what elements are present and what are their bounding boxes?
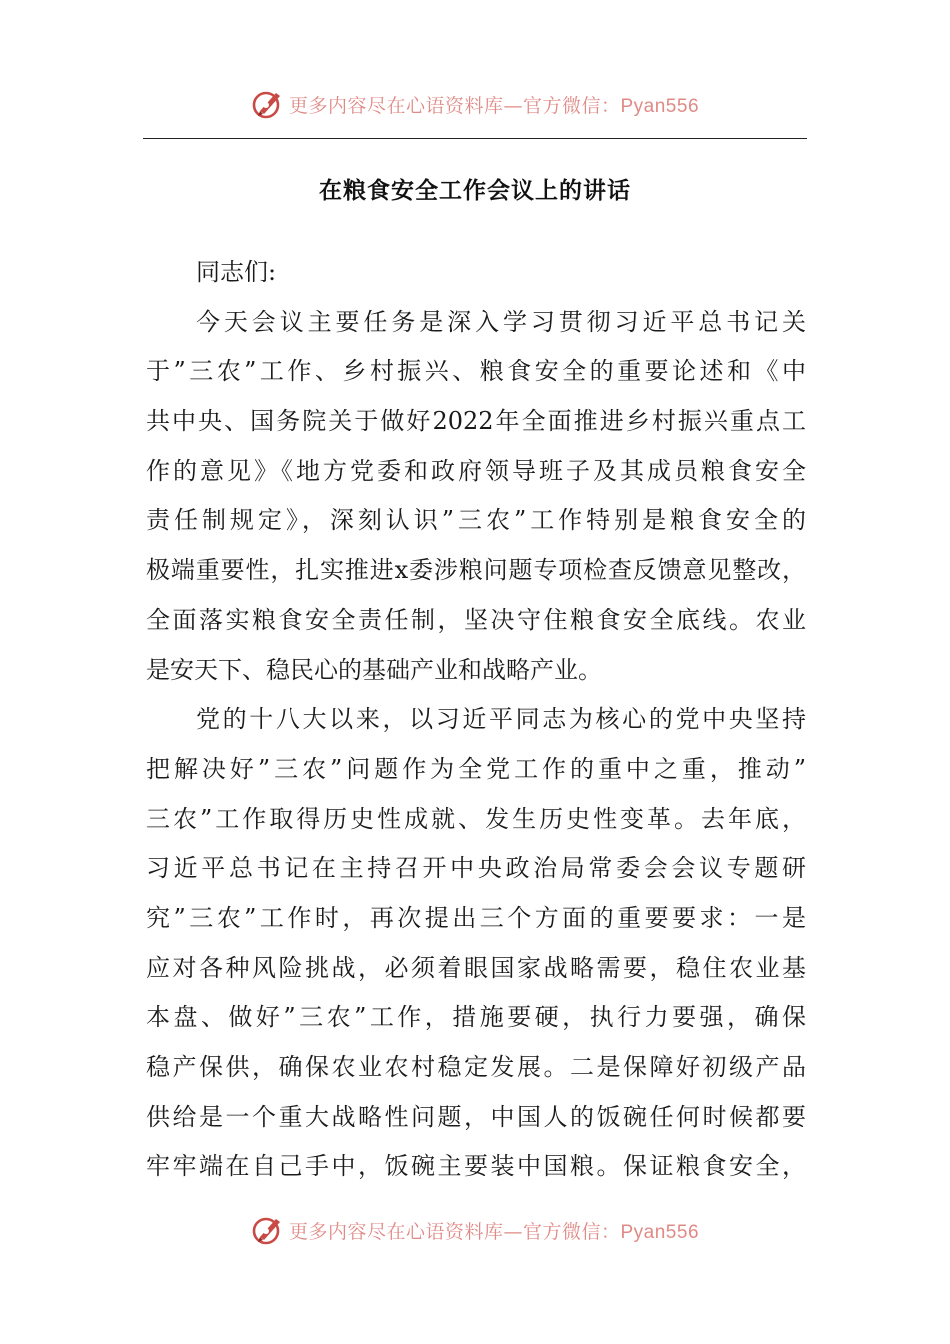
paragraph-2-line-5: 究”三农”工作时，再次提出三个方面的重要要求：一是 [146, 903, 806, 932]
paragraph-1-line-6: 极端重要性，扎实推进x委涉粮问题专项检查反馈意见整改， [146, 556, 806, 585]
paragraph-2-line-3: 三农”工作取得历史性成就、发生历史性变革。去年底， [146, 804, 806, 833]
paragraph-2-line-2: 把解决好”三农”问题作为全党工作的重中之重，推动” [146, 754, 806, 783]
paragraph-1-line-1: 今天会议主要任务是深入学习贯彻习近平总书记关 [196, 307, 806, 336]
footer-banner-wechat-id: Pyan556 [620, 1221, 700, 1243]
paragraph-1-line-4: 作的意见》《地方党委和政府领导班子及其成员粮食安全 [146, 456, 806, 485]
document-title: 在粮食安全工作会议上的讲话 [319, 178, 631, 204]
paragraph-1-line-8: 是安天下、稳民心的基础产业和战略产业。 [146, 655, 602, 684]
paragraph-2-line-1: 党的十八大以来，以习近平同志为核心的党中央坚持 [196, 705, 806, 734]
paragraph-2-line-8: 稳产保供，确保农业农村稳定发展。二是保障好初级产品 [146, 1053, 806, 1081]
pen-circle-logo-icon [251, 87, 285, 121]
salutation-line: 同志们: [196, 258, 277, 286]
paragraph-2-line-4: 习近平总书记在主持召开中央政治局常委会会议专题研 [146, 854, 806, 883]
header-banner-text: 更多内容尽在心语资料库—官方微信： [288, 94, 621, 117]
pen-circle-logo-icon [251, 1213, 285, 1247]
paragraph-2-line-10: 牢牢端在自己手中，饭碗主要装中国粮。保证粮食安全， [146, 1152, 806, 1181]
paragraph-2-line-9: 供给是一个重大战略性问题，中国人的饭碗任何时候都要 [146, 1102, 806, 1131]
footer-banner-text: 更多内容尽在心语资料库—官方微信： [288, 1220, 621, 1243]
paragraph-2-line-6: 应对各种风险挑战，必须着眼国家战略需要，稳住农业基 [146, 953, 806, 982]
paragraph-1-line-5: 责任制规定》，深刻认识”三农”工作特别是粮食安全的 [146, 506, 806, 535]
footer-banner [0, 1208, 950, 1252]
paragraph-1-line-3: 共中央、国务院关于做好2022年全面推进乡村振兴重点工 [146, 407, 806, 436]
document-body [146, 248, 806, 1192]
paragraph-1-line-7: 全面落实粮食安全责任制，坚决守住粮食安全底线。农业 [146, 605, 806, 634]
paragraph-1-line-2: 于”三农”工作、乡村振兴、粮食安全的重要论述和《中 [146, 357, 806, 386]
header-divider [143, 138, 807, 139]
header-banner-wechat-id: Pyan556 [620, 95, 700, 117]
header-banner [0, 82, 950, 126]
paragraph-2-line-7: 本盘、做好”三农”工作，措施要硬，执行力要强，确保 [146, 1003, 806, 1032]
